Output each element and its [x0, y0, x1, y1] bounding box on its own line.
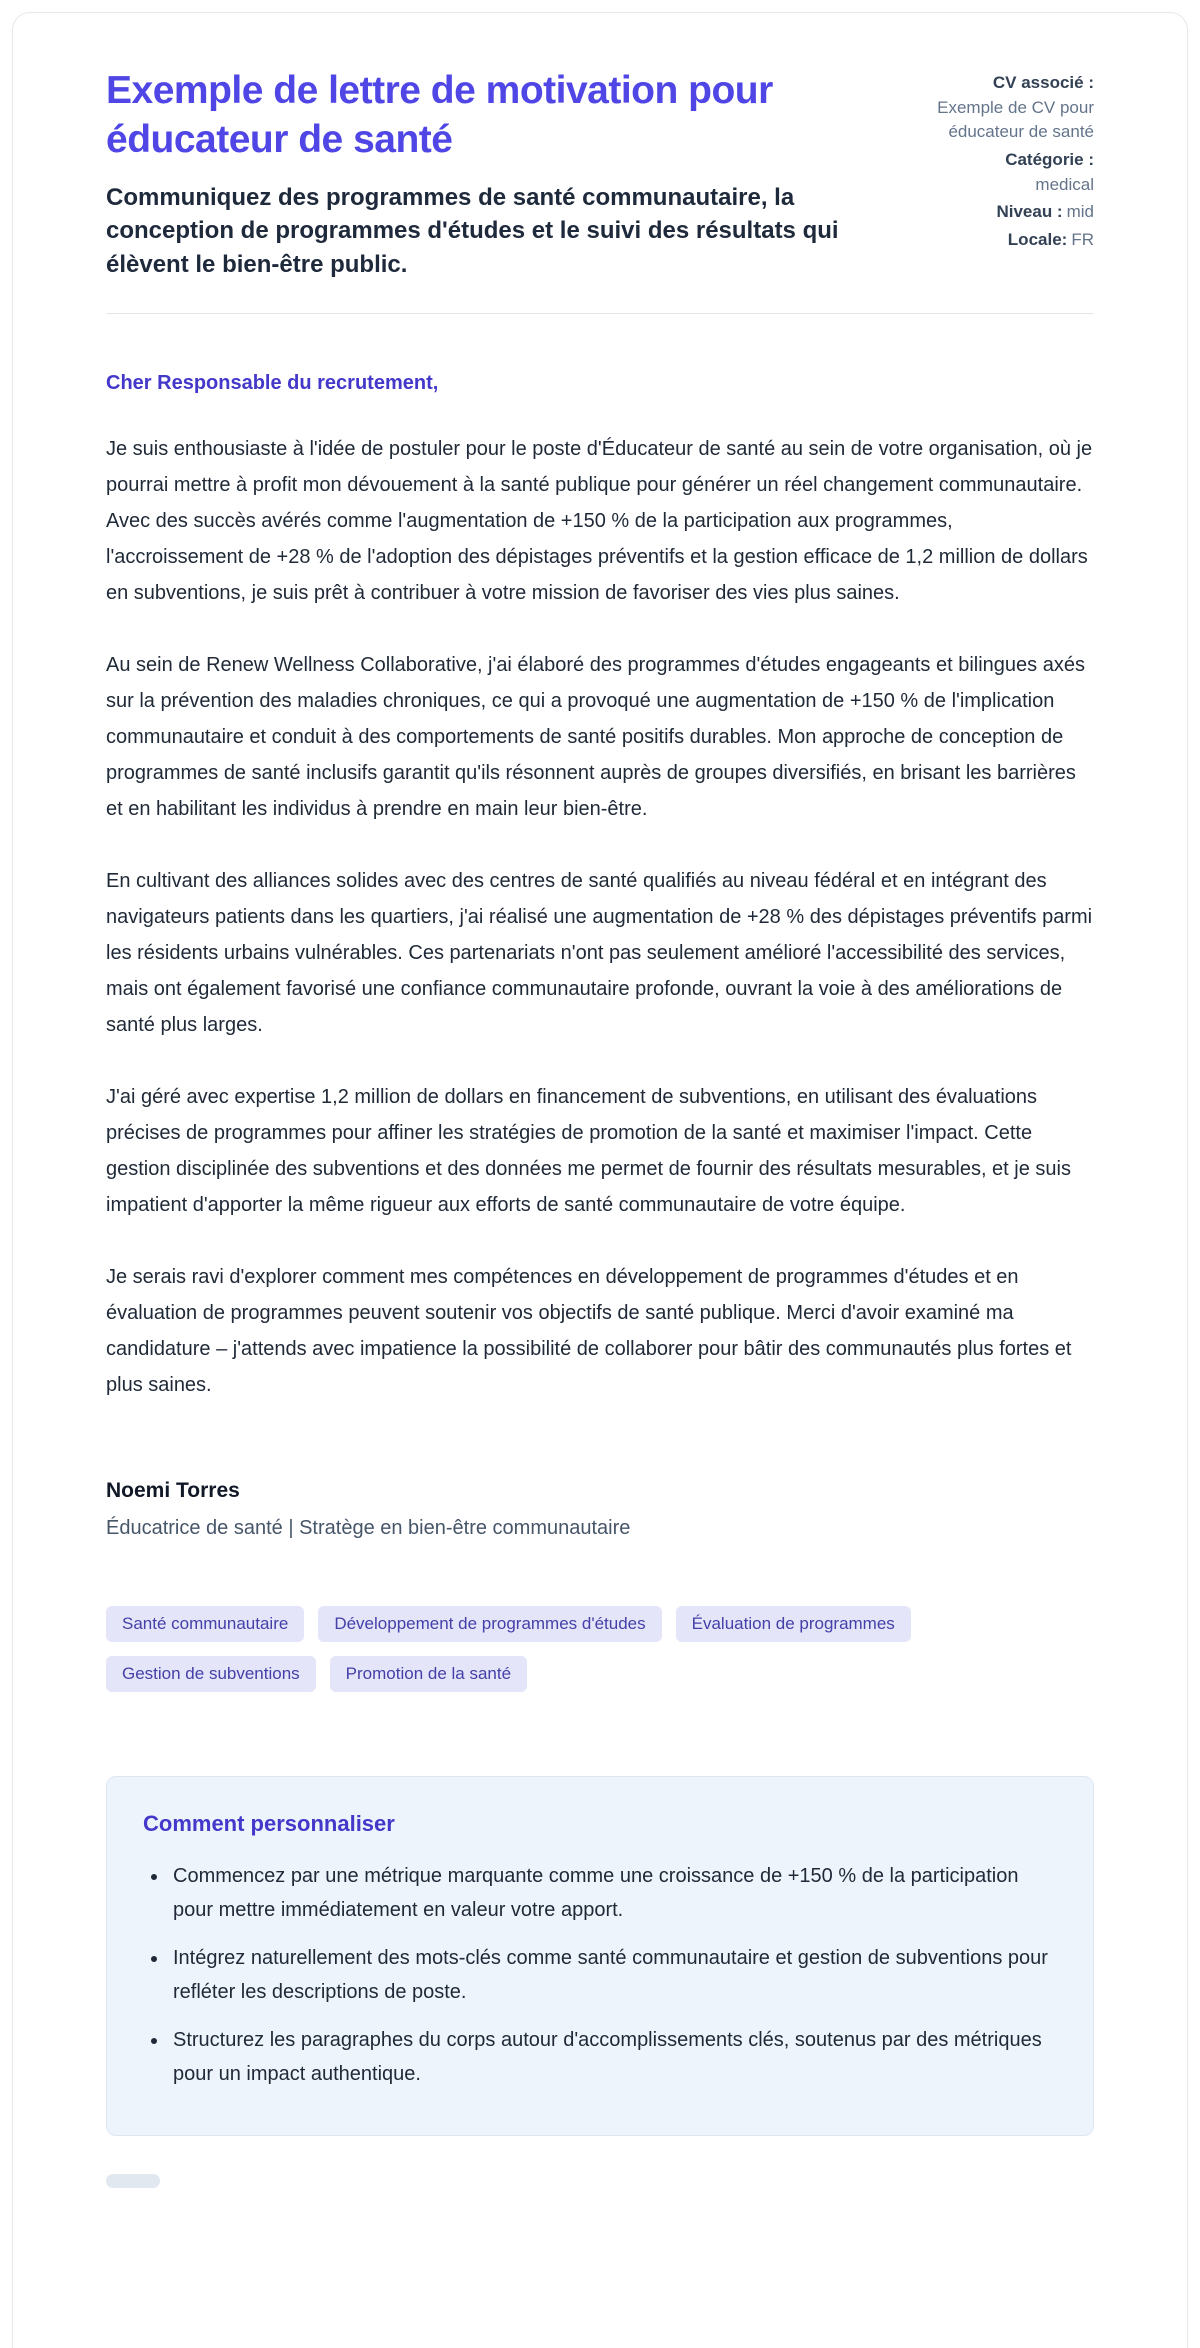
letter-card	[12, 12, 1188, 2348]
meta-value: mid	[1066, 202, 1094, 222]
meta-label: Catégorie :	[1005, 149, 1094, 169]
meta-item-cv	[879, 71, 1094, 145]
tag-chip: Promotion de la santé	[330, 1656, 527, 1692]
meta-value: Exemple de CV pour éducateur de santé	[937, 97, 1094, 142]
page-title: Exemple de lettre de motivation pour éducateur de santé	[106, 69, 773, 161]
header-title-block	[106, 67, 839, 281]
tip-item: • Intégrez naturellement des mots-clés comme santé communautaire et gestion de subventions pour refléter les descriptions de poste.	[169, 1941, 1057, 2009]
meta-label: Niveau :	[996, 202, 1063, 222]
signature-name: Noemi Torres	[106, 1479, 240, 1503]
letter-paragraph: En cultivant des alliances solides avec des centres de santé qualifiés au niveau fédéral et en intégrant des navigateurs patients dans les quartiers, j'ai réalisé une augmentation de +28 % des dépistages préventifs parmi les résidents urbains vulnérables. Ces partenariats n'ont pas seulement amélioré l'accessibilité des services, mais ont également favorisé une confiance communautaire profonde, ouvrant la voie à des améliorations de santé plus larges.	[106, 870, 1093, 1037]
tip-item: • Structurez les paragraphes du corps autour d'accomplissements clés, soutenus par des métriques pour un impact authentique.	[169, 2023, 1057, 2091]
meta-item-category	[879, 148, 1094, 197]
meta-value: medical	[1035, 174, 1094, 194]
tag-chip: Développement de programmes d'études	[318, 1606, 661, 1642]
letter-paragraph: Au sein de Renew Wellness Collaborative, j'ai élaboré des programmes d'études engageants et bilingues axés sur la prévention des maladies chroniques, ce qui a provoqué une augmentation de +150 % de l'implication communautaire et conduit à des comportements de santé positifs durables. Mon approche de conception de programmes de santé inclusifs garantit qu'ils résonnent auprès de groupes diversifiés, en brisant les barrières et en habilitant les individus à prendre en main leur bien-être.	[106, 654, 1085, 821]
tips-list	[143, 1859, 1057, 2091]
divider	[106, 313, 1094, 314]
tips-panel	[106, 1776, 1094, 2136]
letter-body	[106, 372, 1094, 1540]
tag-chip: Gestion de subventions	[106, 1656, 316, 1692]
letter-paragraph: Je serais ravi d'explorer comment mes compétences en développement de programmes d'études et en évaluation de programmes peuvent soutenir vos objectifs de santé publique. Merci d'avoir examiné ma candidature – j'attends avec impatience la possibilité de collaborer pour bâtir des communautés plus fortes et plus saines.	[106, 1266, 1072, 1397]
meta-value: FR	[1071, 229, 1094, 249]
signature-role: Éducatrice de santé | Stratège en bien-être communautaire	[106, 1517, 631, 1540]
tag-list	[106, 1606, 1094, 1692]
meta-item-locale	[879, 228, 1094, 253]
page-subtitle: Communiquez des programmes de santé communautaire, la conception de programmes d'études et le suivi des résultats qui élèvent le bien-être public.	[106, 183, 839, 278]
meta-label: Locale:	[1007, 229, 1068, 249]
letter-paragraph: J'ai géré avec expertise 1,2 million de dollars en financement de subventions, en utilisant des évaluations précises de programmes pour affiner les stratégies de promotion de la santé et maximiser l'impact. Cette gestion disciplinée des subventions et des données me permet de fournir des résultats mesurables, et je suis impatient d'apporter la même rigueur aux efforts de santé communautaire de votre équipe.	[106, 1086, 1071, 1217]
salutation: Cher Responsable du recrutement,	[106, 372, 439, 395]
meta-panel	[879, 67, 1094, 255]
tip-item: • Commencez par une métrique marquante comme une croissance de +150 % de la participation pour mettre immédiatement en valeur votre apport.	[169, 1859, 1057, 1927]
letter-paragraph: Je suis enthousiaste à l'idée de postuler pour le poste d'Éducateur de santé au sein de votre organisation, où je pourrai mettre à profit mon dévouement à la santé publique pour générer un réel changement communautaire. Avec des succès avérés comme l'augmentation de +150 % de la participation aux programmes, l'accroissement de +28 % de l'adoption des dépistages préventifs et la gestion efficace de 1,2 million de dollars en subventions, je suis prêt à contribuer à votre mission de favoriser des vies plus saines.	[106, 438, 1093, 605]
tag-chip: Évaluation de programmes	[676, 1606, 911, 1642]
tag-chip: Santé communautaire	[106, 1606, 304, 1642]
footer-pill	[106, 2174, 160, 2188]
page-header	[106, 67, 1094, 281]
meta-item-level	[879, 200, 1094, 225]
tips-title: Comment personnaliser	[143, 1811, 395, 1837]
meta-label: CV associé :	[992, 73, 1094, 92]
